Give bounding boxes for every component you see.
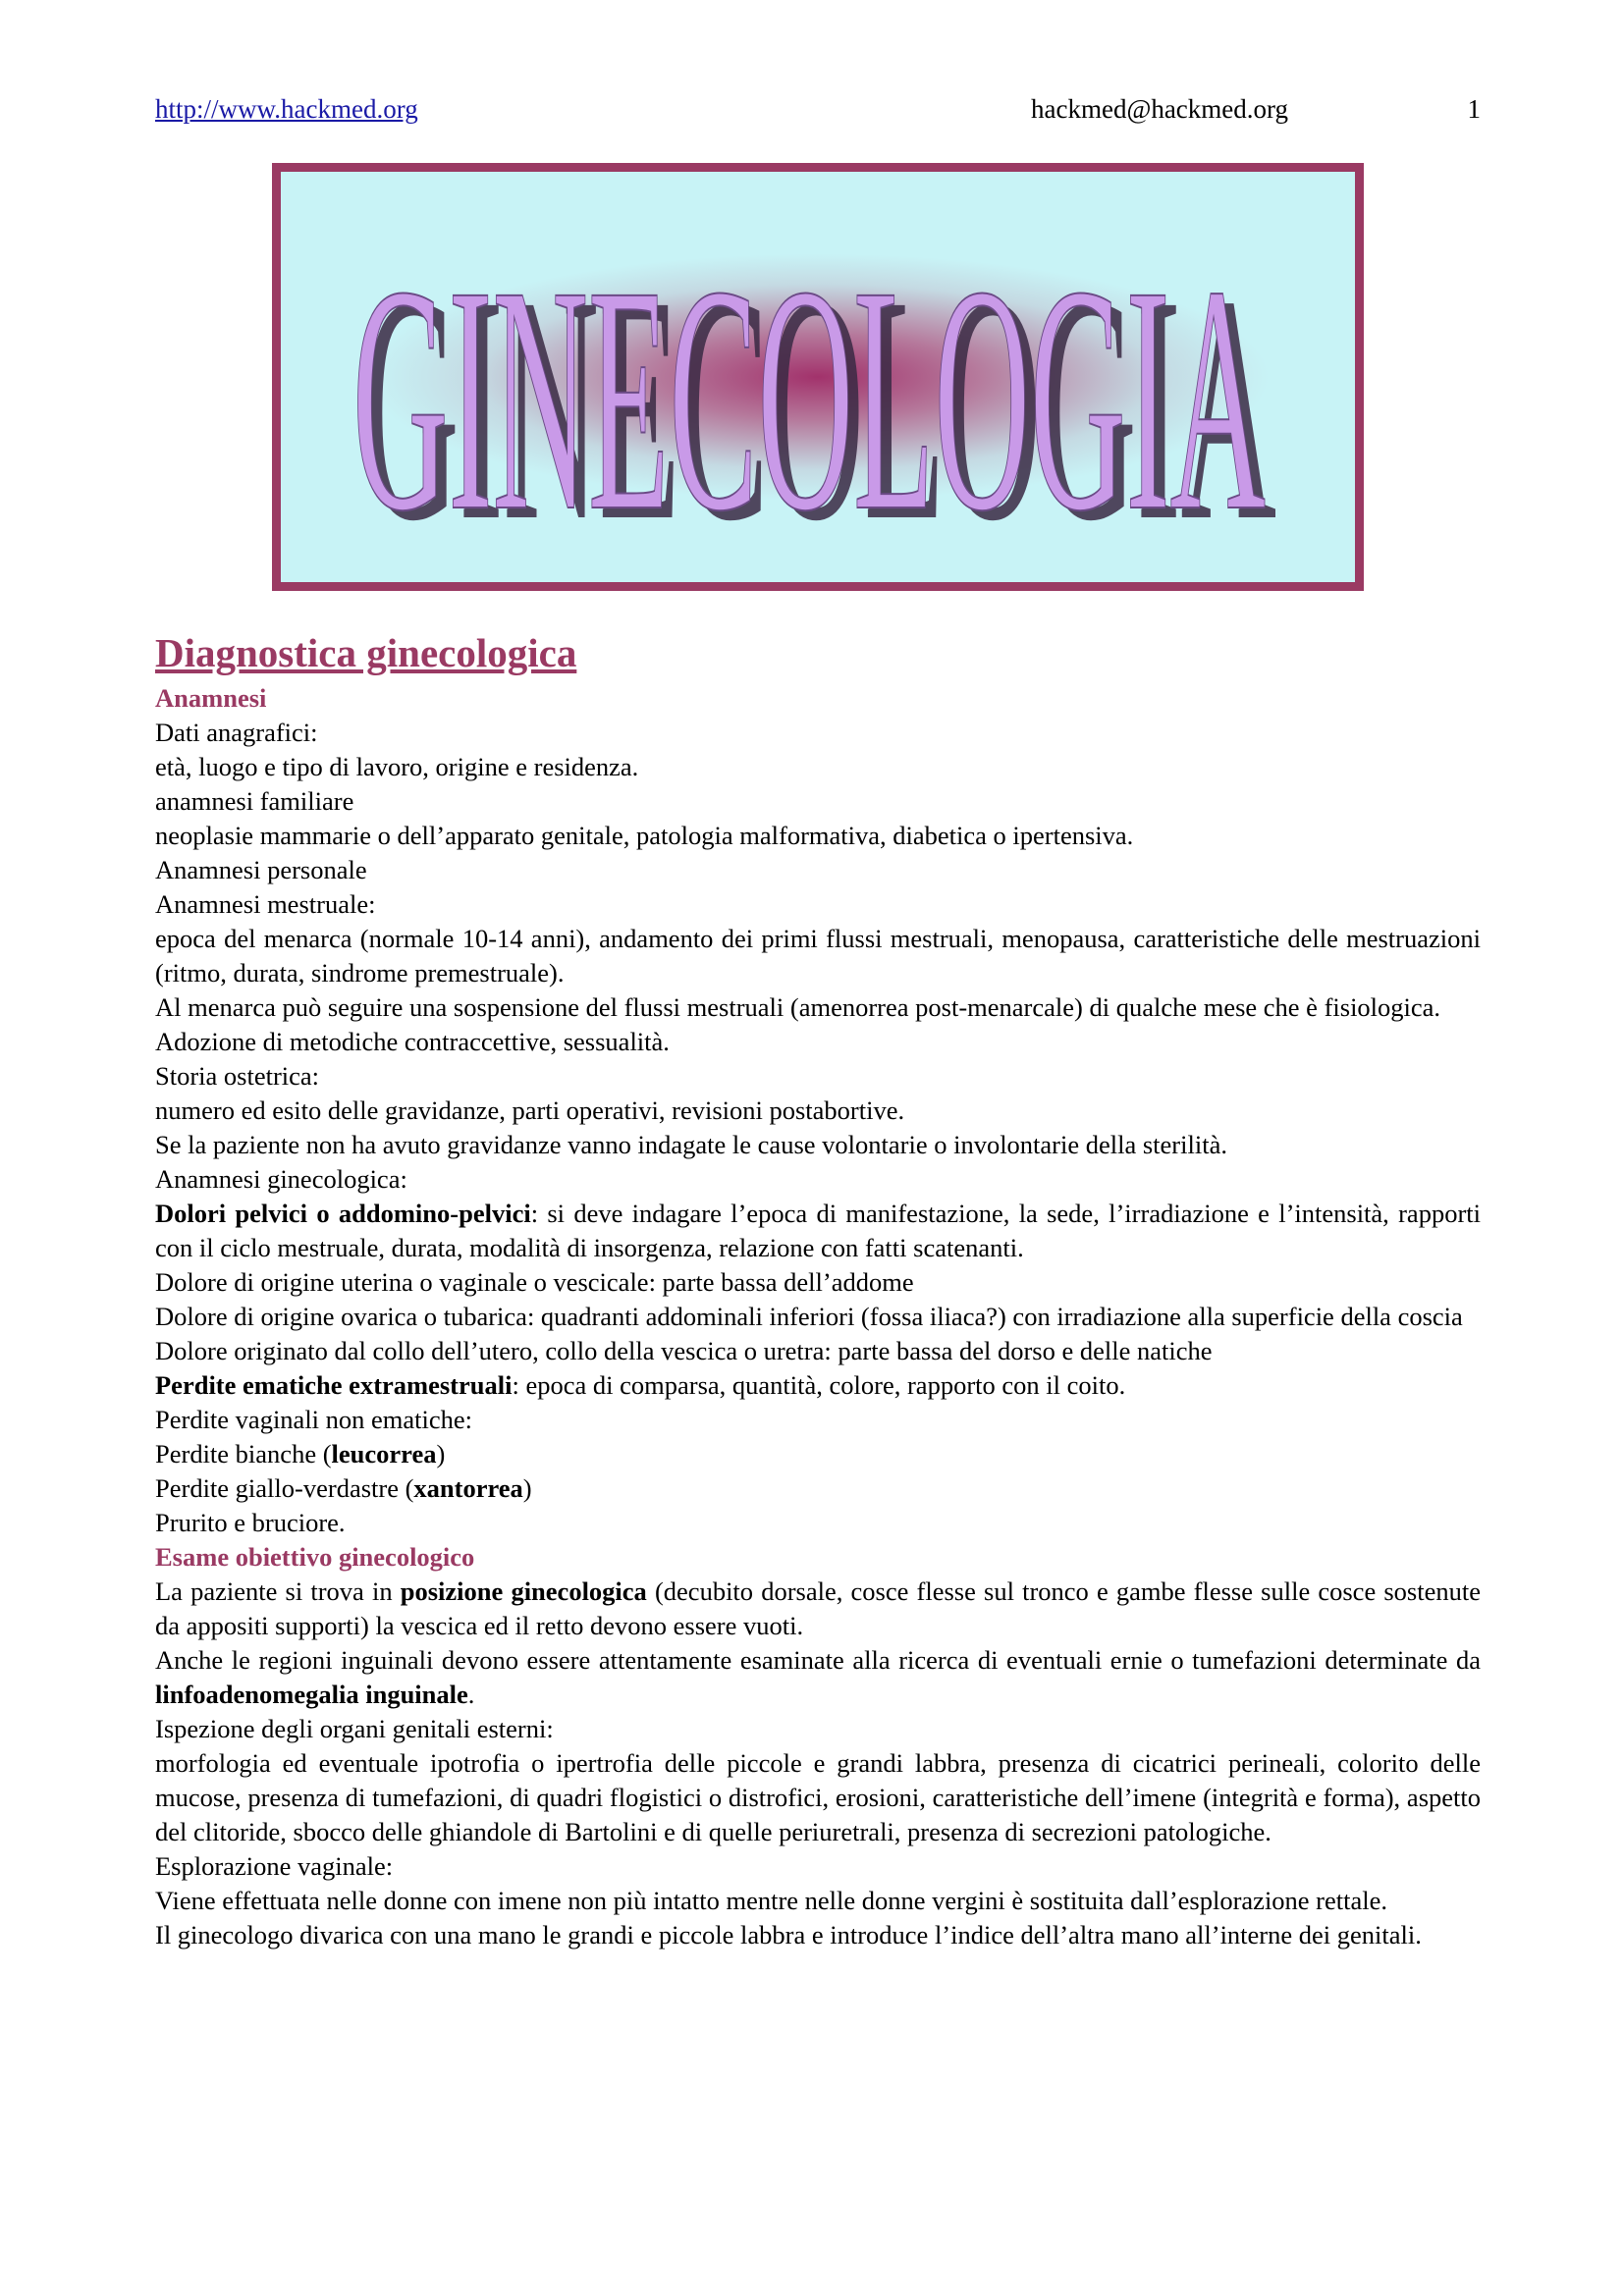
banner-title-shadow: GINECOLOGIA: [363, 230, 1276, 582]
paragraph: anamnesi familiare: [155, 786, 354, 816]
banner-title-art: [281, 172, 1355, 582]
paragraph: [155, 1643, 1481, 1712]
paragraph: Se la paziente non ha avuto gravidanze vanno indagate le cause volontarie o involontarie della sterilità.: [155, 1130, 1227, 1159]
bold-term: linfoadenomegalia inguinale: [155, 1680, 468, 1709]
document-body: [155, 628, 1481, 1952]
paragraph: [155, 1471, 1481, 1506]
paragraph-text: ): [522, 1473, 532, 1503]
paragraph: Dolore di origine uterina o vaginale o vescicale: parte bassa dell’addome: [155, 1267, 914, 1297]
subsection-heading-esame: Esame obiettivo ginecologico: [155, 1542, 475, 1572]
bold-term: Dolori pelvici o addomino-pelvici: [155, 1199, 531, 1228]
paragraph: Anamnesi mestruale:: [155, 889, 376, 919]
paragraph: [155, 1197, 1481, 1265]
paragraph-text: Anche le regioni inguinali devono essere attentamente esaminate alla ricerca di eventuali ernie o tumefazioni determinate da: [155, 1645, 1481, 1675]
website-link[interactable]: http://www.hackmed.org: [155, 94, 418, 124]
paragraph: Anamnesi ginecologica:: [155, 1164, 407, 1194]
paragraph: neoplasie mammarie o dell’apparato genitale, patologia malformativa, diabetica o ipertensiva.: [155, 821, 1134, 850]
paragraph: numero ed esito delle gravidanze, parti operativi, revisioni postabortive.: [155, 1095, 905, 1125]
banner-title: GINECOLOGIA: [352, 220, 1266, 578]
title-banner: [272, 163, 1364, 591]
paragraph-text: : si deve indagare l’epoca di manifestazione, la sede, l’irradiazione e l’intensità, rapporti con il ciclo mestruale, durata, modalità di insorgenza, relazione con fatti scatenanti.: [155, 1199, 1481, 1262]
subsection-heading-anamnesi: Anamnesi: [155, 683, 267, 713]
paragraph: Dolore di origine ovarica o tubarica: quadranti addominali inferiori (fossa iliaca?) con irradiazione alla superficie della coscia: [155, 1302, 1463, 1331]
paragraph: Dati anagrafici:: [155, 718, 318, 747]
bold-term: xantorrea: [413, 1473, 523, 1503]
paragraph: epoca del menarca (normale 10-14 anni), andamento dei primi flussi mestruali, menopausa, caratteristiche delle mestruazioni (ritmo, durata, sindrome premestruale).: [155, 924, 1481, 988]
paragraph: Adozione di metodiche contraccettive, sessualità.: [155, 1027, 670, 1056]
paragraph: [155, 1437, 1481, 1471]
bold-term: posizione ginecologica: [400, 1576, 647, 1606]
section-title: Diagnostica ginecologica: [155, 630, 577, 675]
paragraph: età, luogo e tipo di lavoro, origine e residenza.: [155, 752, 639, 781]
paragraph-text: .: [467, 1680, 475, 1709]
paragraph: Anamnesi personale: [155, 855, 367, 884]
paragraph: Viene effettuata nelle donne con imene non più intatto mentre nelle donne vergini è sostituita dall’esplorazione rettale.: [155, 1886, 1388, 1915]
paragraph: [155, 1575, 1481, 1643]
paragraph: Il ginecologo divarica con una mano le grandi e piccole labbra e introduce l’indice dell’altra mano all’interne dei genitali.: [155, 1920, 1422, 1949]
paragraph-text: La paziente si trova in: [155, 1576, 401, 1606]
paragraph: Perdite vaginali non ematiche:: [155, 1405, 473, 1434]
paragraph: Al menarca può seguire una sospensione del flussi mestruali (amenorrea post-menarcale) di qualche mese che è fisiologica.: [155, 992, 1441, 1022]
bold-term: leucorrea: [331, 1439, 437, 1468]
paragraph-text: (decubito dorsale, cosce flesse sul tronco e gambe flesse sulle cosce sostenute da appositi supporti) la vescica ed il retto devono essere vuoti.: [155, 1576, 1481, 1640]
paragraph-text: ): [436, 1439, 446, 1468]
bold-term: Perdite ematiche extramestruali: [155, 1370, 513, 1400]
paragraph: morfologia ed eventuale ipotrofia o ipertrofia delle piccole e grandi labbra, presenza di cicatrici perineali, colorito delle mucose, presenza di tumefazioni, di quadri flogistici o distrofici, erosioni, caratteristiche dell’imene (integrità e forma), aspetto del clitoride, sbocco delle ghiandole di Bartolini e di quelle periuretrali, presenza di secrezioni patologiche.: [155, 1748, 1481, 1846]
page-header: [155, 94, 1481, 133]
paragraph: Dolore originato dal collo dell’utero, collo della vescica o uretra: parte bassa del dorso e delle natiche: [155, 1336, 1213, 1365]
paragraph-text: : epoca di comparsa, quantità, colore, rapporto con il coito.: [512, 1370, 1126, 1400]
paragraph: Ispezione degli organi genitali esterni:: [155, 1714, 554, 1743]
page-number: 1: [1467, 94, 1481, 124]
paragraph: Esplorazione vaginale:: [155, 1851, 394, 1881]
paragraph-text: Perdite bianche (: [155, 1439, 332, 1468]
contact-email: hackmed@hackmed.org: [1031, 94, 1289, 124]
paragraph: Prurito e bruciore.: [155, 1508, 346, 1537]
paragraph: [155, 1368, 1481, 1403]
paragraph: Storia ostetrica:: [155, 1061, 320, 1091]
paragraph-text: Perdite giallo-verdastre (: [155, 1473, 414, 1503]
